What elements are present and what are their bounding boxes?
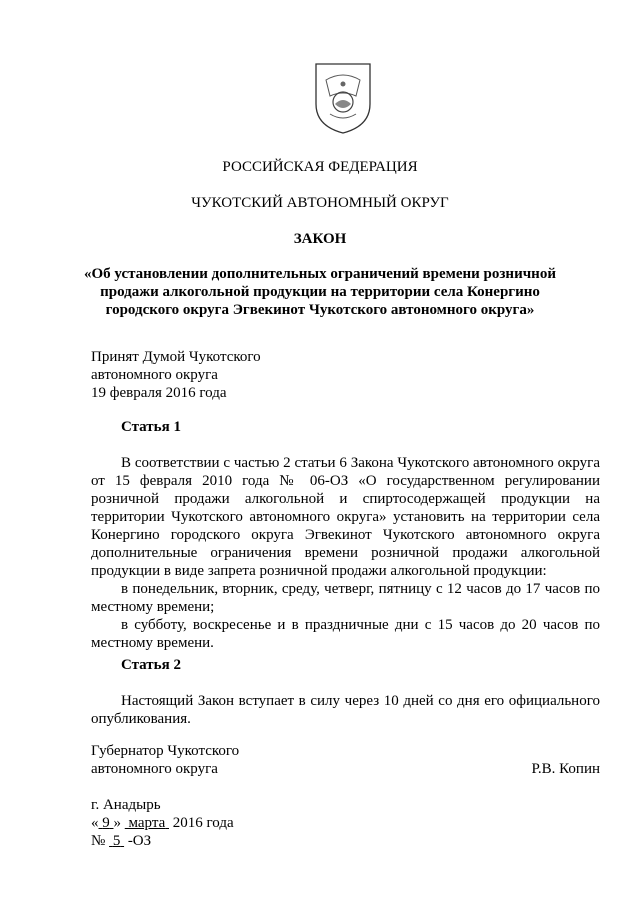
header-country: РОССИЙСКАЯ ФЕДЕРАЦИЯ bbox=[222, 159, 418, 175]
article-2-paragraph: Настоящий Закон вступает в силу через 10 дней со дня его официального опубликования. bbox=[91, 693, 600, 727]
law-title-line-1: «Об установлении дополнительных ограничений времени розничной bbox=[84, 266, 556, 282]
date-year: 2016 года bbox=[172, 815, 234, 831]
number-value: 5 bbox=[112, 833, 121, 849]
coat-of-arms-icon bbox=[312, 60, 374, 136]
article-2-heading: Статья 2 bbox=[121, 657, 181, 673]
number-suffix: -ОЗ bbox=[127, 833, 152, 849]
city: г. Анадырь bbox=[91, 797, 161, 813]
adoption-line-1: Принят Думой Чукотского bbox=[91, 349, 261, 365]
document-type: ЗАКОН bbox=[293, 231, 347, 247]
date-quote-open: « bbox=[91, 815, 99, 831]
signature-block bbox=[91, 742, 600, 778]
signatory-name: Р.В. Копин bbox=[531, 761, 600, 777]
article-1 bbox=[91, 418, 600, 652]
date-quote-close: » bbox=[113, 815, 121, 831]
signatory-position-line-1: Губернатор Чукотского bbox=[91, 743, 240, 759]
signing-date bbox=[91, 814, 600, 832]
number-sign: № bbox=[91, 833, 106, 849]
law-title-line-3: городского округа Эгвекинот Чукотского автономного округа» bbox=[105, 302, 535, 318]
date-day: 9 bbox=[102, 815, 110, 831]
date-month: марта bbox=[128, 815, 166, 831]
footer-block bbox=[91, 796, 600, 850]
header-region: ЧУКОТСКИЙ АВТОНОМНЫЙ ОКРУГ bbox=[191, 195, 449, 211]
law-number bbox=[91, 832, 600, 850]
law-title-line-2: продажи алкогольной продукции на территории села Конергино bbox=[100, 284, 540, 300]
adoption-date: 19 февраля 2016 года bbox=[91, 385, 227, 401]
article-1-paragraph: В соответствии с частью 2 статьи 6 Закона Чукотского автономного округа от 15 февраля 2010 года № 06-ОЗ «О государственном регулировании розничной продажи алкогольной и спиртосодержащей продукции на территории Чукотского автономного округа» установить на территории села Конергино городского округа Эгвекинот Чукотского автономного округа дополнительные ограничения времени розничной продажи алкогольной продукции в виде запрета розничной продажи алкогольной продукции: bbox=[91, 455, 600, 579]
article-1-weekend-item: в субботу, воскресенье и в праздничные дни с 15 часов до 20 часов по местному времени. bbox=[91, 617, 600, 651]
article-1-weekday-item: в понедельник, вторник, среду, четверг, пятницу с 12 часов до 17 часов по местному времени; bbox=[91, 581, 600, 615]
adoption-info bbox=[91, 348, 600, 402]
signatory-position-line-2: автономного округа bbox=[91, 761, 218, 777]
article-2 bbox=[91, 656, 600, 728]
article-1-heading: Статья 1 bbox=[121, 419, 181, 435]
adoption-line-2: автономного округа bbox=[91, 367, 218, 383]
